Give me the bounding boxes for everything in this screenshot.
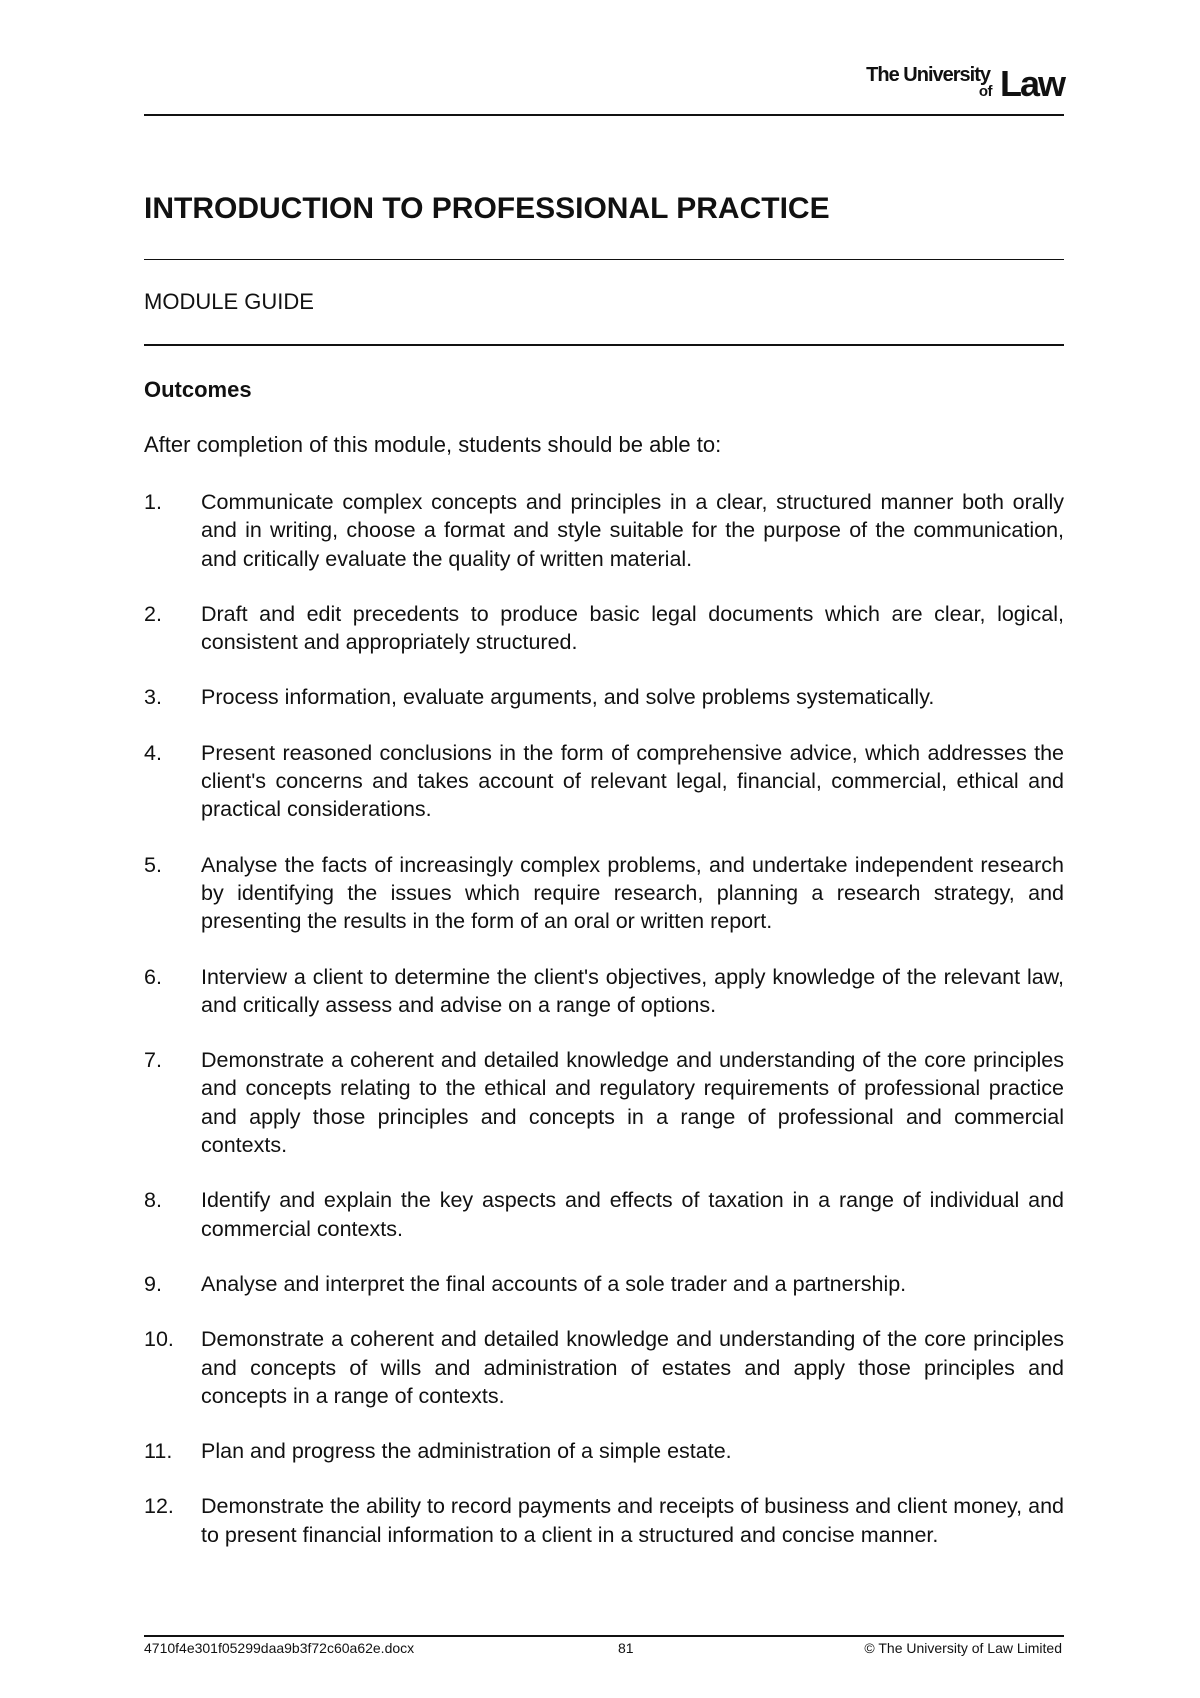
outcome-text: Analyse the facts of increasingly complex problems, and undertake independent research by identifying the issues which require research, planning a research strategy, and presenting the results in the form of an oral or written report.	[201, 852, 1064, 934]
outcome-number: 11.	[144, 1439, 173, 1464]
outcomes-heading: Outcomes	[144, 377, 252, 402]
outcome-item-7	[144, 1046, 1064, 1159]
outcome-text: Draft and edit precedents to produce basic legal documents which are clear, logical, consistent and appropriately structured.	[201, 601, 1064, 655]
outcome-text: Analyse and interpret the final accounts of a sole trader and a partnership.	[201, 1271, 907, 1296]
outcome-item-4	[144, 739, 1064, 824]
outcome-number: 6.	[144, 964, 162, 989]
outcome-number: 4.	[144, 740, 162, 765]
outcome-number: 2.	[144, 601, 162, 626]
page-footer	[144, 1640, 1064, 1660]
outcome-item-6	[144, 963, 1064, 1020]
outcome-number: 8.	[144, 1188, 162, 1213]
outcome-text: Demonstrate a coherent and detailed knowledge and understanding of the core principles and concepts relating to the ethical and regulatory requirements of professional practice and apply those principles and concepts in a range of professional and commercial contexts.	[201, 1048, 1064, 1158]
outcome-number: 9.	[144, 1271, 162, 1296]
logo-line-3: Law	[999, 63, 1064, 104]
outcome-item-11	[144, 1437, 1064, 1465]
title-divider	[144, 259, 1064, 260]
logo-line-1: The University	[866, 64, 990, 86]
outcome-number: 3.	[144, 685, 162, 710]
outcome-item-2	[144, 600, 1064, 657]
outcomes-intro: After completion of this module, students should be able to:	[144, 432, 722, 457]
subtitle-divider	[144, 344, 1064, 346]
logo-line-2: of	[978, 83, 992, 100]
university-logo	[854, 62, 1064, 108]
module-guide-subtitle: MODULE GUIDE	[144, 289, 314, 314]
outcome-text: Demonstrate the ability to record payments and receipts of business and client money, and to present financial information to a client in a structured and concise manner.	[201, 1494, 1064, 1547]
outcome-text: Demonstrate a coherent and detailed knowledge and understanding of the core principles and concepts of wills and administration of estates and apply those principles and concepts in a range of contexts.	[201, 1327, 1064, 1408]
outcomes-list	[144, 488, 1064, 1576]
outcome-number: 5.	[144, 852, 162, 877]
outcome-text: Plan and progress the administration of a simple estate.	[201, 1439, 732, 1464]
outcome-item-5	[144, 851, 1064, 936]
footer-document-name: 4710f4e301f05299daa9b3f72c60a62e.docx	[144, 1640, 415, 1656]
outcome-number: 7.	[144, 1048, 162, 1073]
outcome-text: Interview a client to determine the client's objectives, apply knowledge of the relevant law, and critically assess and advise on a range of options.	[201, 964, 1064, 1017]
outcome-item-1	[144, 488, 1064, 573]
outcome-item-8	[144, 1186, 1064, 1243]
header-rule	[144, 114, 1064, 116]
outcome-number: 12.	[144, 1494, 174, 1519]
outcome-number: 1.	[144, 490, 162, 514]
page-title: INTRODUCTION TO PROFESSIONAL PRACTICE	[144, 192, 830, 225]
outcome-item-3	[144, 683, 1064, 711]
footer-copyright: © The University of Law Limited	[864, 1640, 1062, 1656]
outcome-number: 10.	[144, 1327, 174, 1352]
footer-page-number: 81	[618, 1640, 634, 1656]
outcome-item-10	[144, 1325, 1064, 1410]
footer-rule	[144, 1635, 1064, 1637]
outcome-text: Process information, evaluate arguments, and solve problems systematically.	[201, 685, 935, 710]
outcome-text: Identify and explain the key aspects and effects of taxation in a range of individual and commercial contexts.	[201, 1188, 1064, 1241]
outcome-item-12	[144, 1492, 1064, 1549]
outcome-text: Communicate complex concepts and principles in a clear, structured manner both orally and in writing, choose a format and style suitable for the purpose of the communication, and critically evaluate the quality of written material.	[201, 490, 1064, 571]
outcome-text: Present reasoned conclusions in the form of comprehensive advice, which addresses the client's concerns and takes account of relevant legal, financial, commercial, ethical and practical considerations.	[201, 740, 1064, 822]
outcome-item-9	[144, 1270, 1064, 1298]
